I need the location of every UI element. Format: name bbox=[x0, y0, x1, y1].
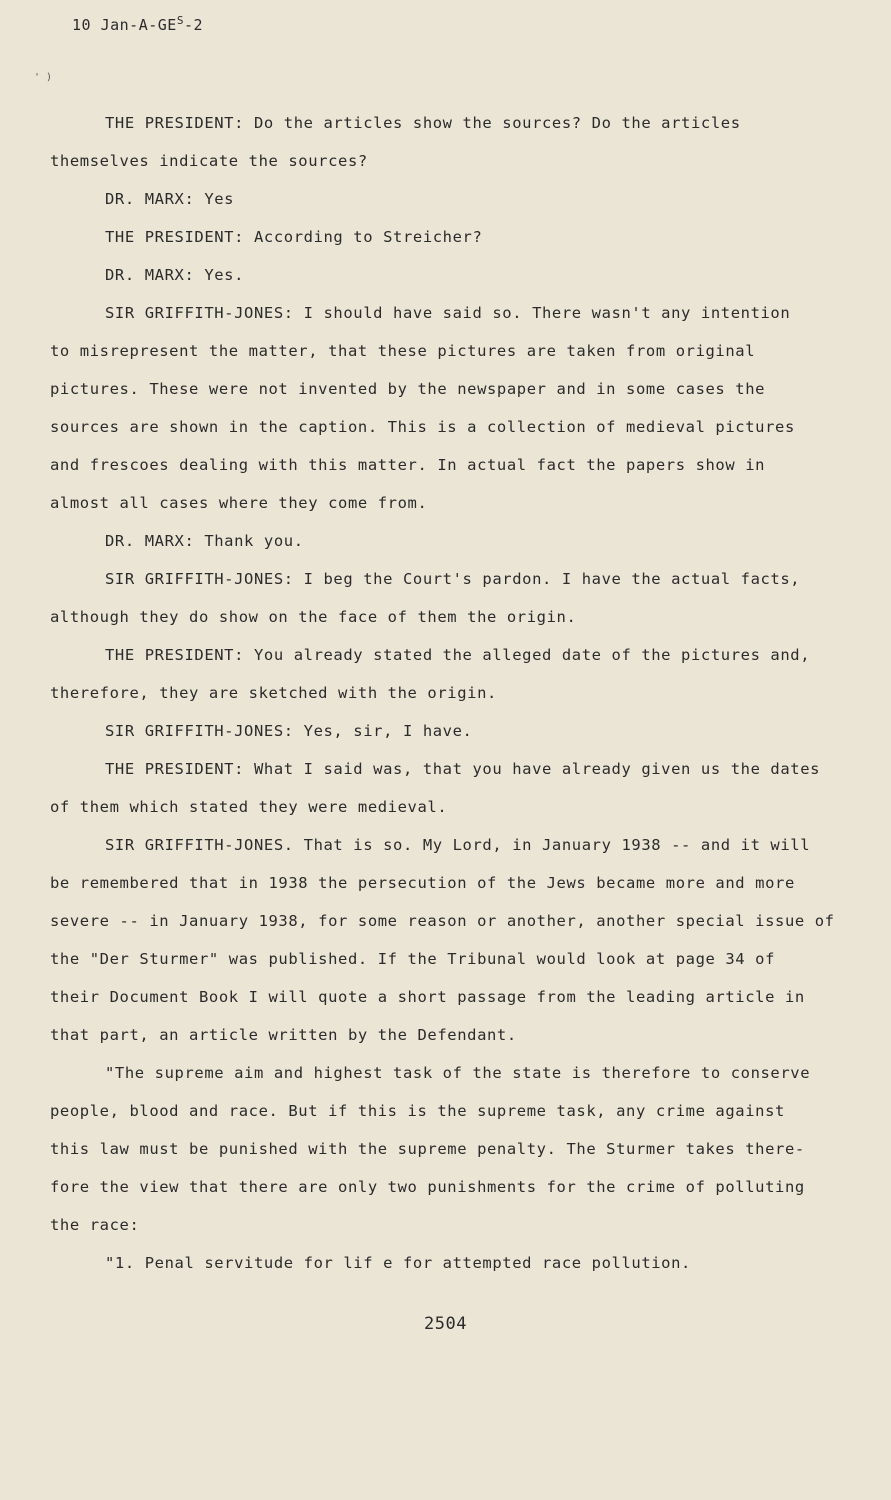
transcript-paragraph bbox=[50, 712, 820, 750]
text-line: SIR GRIFFITH-JONES: I should have said so. There wasn't any intention bbox=[105, 304, 791, 322]
text-line: people, blood and race. But if this is the supreme task, any crime against bbox=[50, 1102, 785, 1120]
transcript-paragraph bbox=[50, 218, 820, 256]
transcript-paragraph bbox=[50, 1244, 820, 1282]
text-line: severe -- in January 1938, for some reason or another, another special issue of bbox=[50, 912, 835, 930]
text-line: this law must be punished with the supreme penalty. The Sturmer takes there- bbox=[50, 1140, 805, 1158]
text-line: and frescoes dealing with this matter. In actual fact the papers show in bbox=[50, 456, 766, 474]
text-line: DR. MARX: Thank you. bbox=[105, 532, 304, 550]
text-line: THE PRESIDENT: According to Streicher? bbox=[105, 228, 483, 246]
transcript-paragraph bbox=[50, 256, 820, 294]
text-line: almost all cases where they come from. bbox=[50, 494, 428, 512]
transcript-paragraph bbox=[50, 826, 835, 1054]
text-line: SIR GRIFFITH-JONES: I beg the Court's pardon. I have the actual facts, bbox=[105, 570, 801, 588]
document-reference: 10 Jan-$A-GE^S-2$ bbox=[72, 14, 204, 34]
text-line: SIR GRIFFITH-JONES. That is so. My Lord, in January 1938 -- and it will bbox=[105, 836, 811, 854]
text-line: their Document Book I will quote a short passage from the leading article in bbox=[50, 988, 805, 1006]
text-line: the "Der Sturmer" was published. If the Tribunal would look at page 34 of bbox=[50, 950, 776, 968]
text-line: therefore, they are sketched with the origin. bbox=[50, 684, 497, 702]
transcript-paragraph bbox=[50, 294, 820, 522]
text-line: although they do show on the face of them the origin. bbox=[50, 608, 577, 626]
text-line: THE PRESIDENT: What I said was, that you have already given us the dates bbox=[105, 760, 821, 778]
transcript-paragraph bbox=[50, 750, 820, 826]
text-line: pictures. These were not invented by the newspaper and in some cases the bbox=[50, 380, 766, 398]
transcript-paragraph bbox=[50, 636, 820, 712]
text-line: themselves indicate the sources? bbox=[50, 152, 368, 170]
transcript-paragraph bbox=[50, 560, 820, 636]
text-line: to misrepresent the matter, that these pictures are taken from original bbox=[50, 342, 756, 360]
page-number: 2504 bbox=[424, 1314, 467, 1334]
text-line: the race: bbox=[50, 1216, 140, 1234]
text-line: THE PRESIDENT: You already stated the alleged date of the pictures and, bbox=[105, 646, 811, 664]
transcript-body bbox=[50, 104, 835, 1282]
text-line: THE PRESIDENT: Do the articles show the sources? Do the articles bbox=[105, 114, 741, 132]
transcript-paragraph bbox=[50, 1054, 820, 1244]
text-line: fore the view that there are only two punishments for the crime of polluting bbox=[50, 1178, 805, 1196]
text-line: SIR GRIFFITH-JONES: Yes, sir, I have. bbox=[105, 722, 473, 740]
text-line: "1. Penal servitude for lif e for attempted race pollution. bbox=[105, 1254, 691, 1272]
text-line: sources are shown in the caption. This is a collection of medieval pictures bbox=[50, 418, 795, 436]
margin-marks: ' ) bbox=[34, 72, 53, 83]
text-line: DR. MARX: Yes. bbox=[105, 266, 245, 284]
transcript-paragraph bbox=[50, 104, 820, 180]
text-line: be remembered that in 1938 the persecution of the Jews became more and more bbox=[50, 874, 795, 892]
transcript-paragraph bbox=[50, 522, 820, 560]
text-line: "The supreme aim and highest task of the state is therefore to conserve bbox=[105, 1064, 811, 1082]
transcript-paragraph bbox=[50, 180, 820, 218]
text-line: DR. MARX: Yes bbox=[105, 190, 235, 208]
text-line: that part, an article written by the Defendant. bbox=[50, 1026, 517, 1044]
text-line: of them which stated they were medieval. bbox=[50, 798, 448, 816]
